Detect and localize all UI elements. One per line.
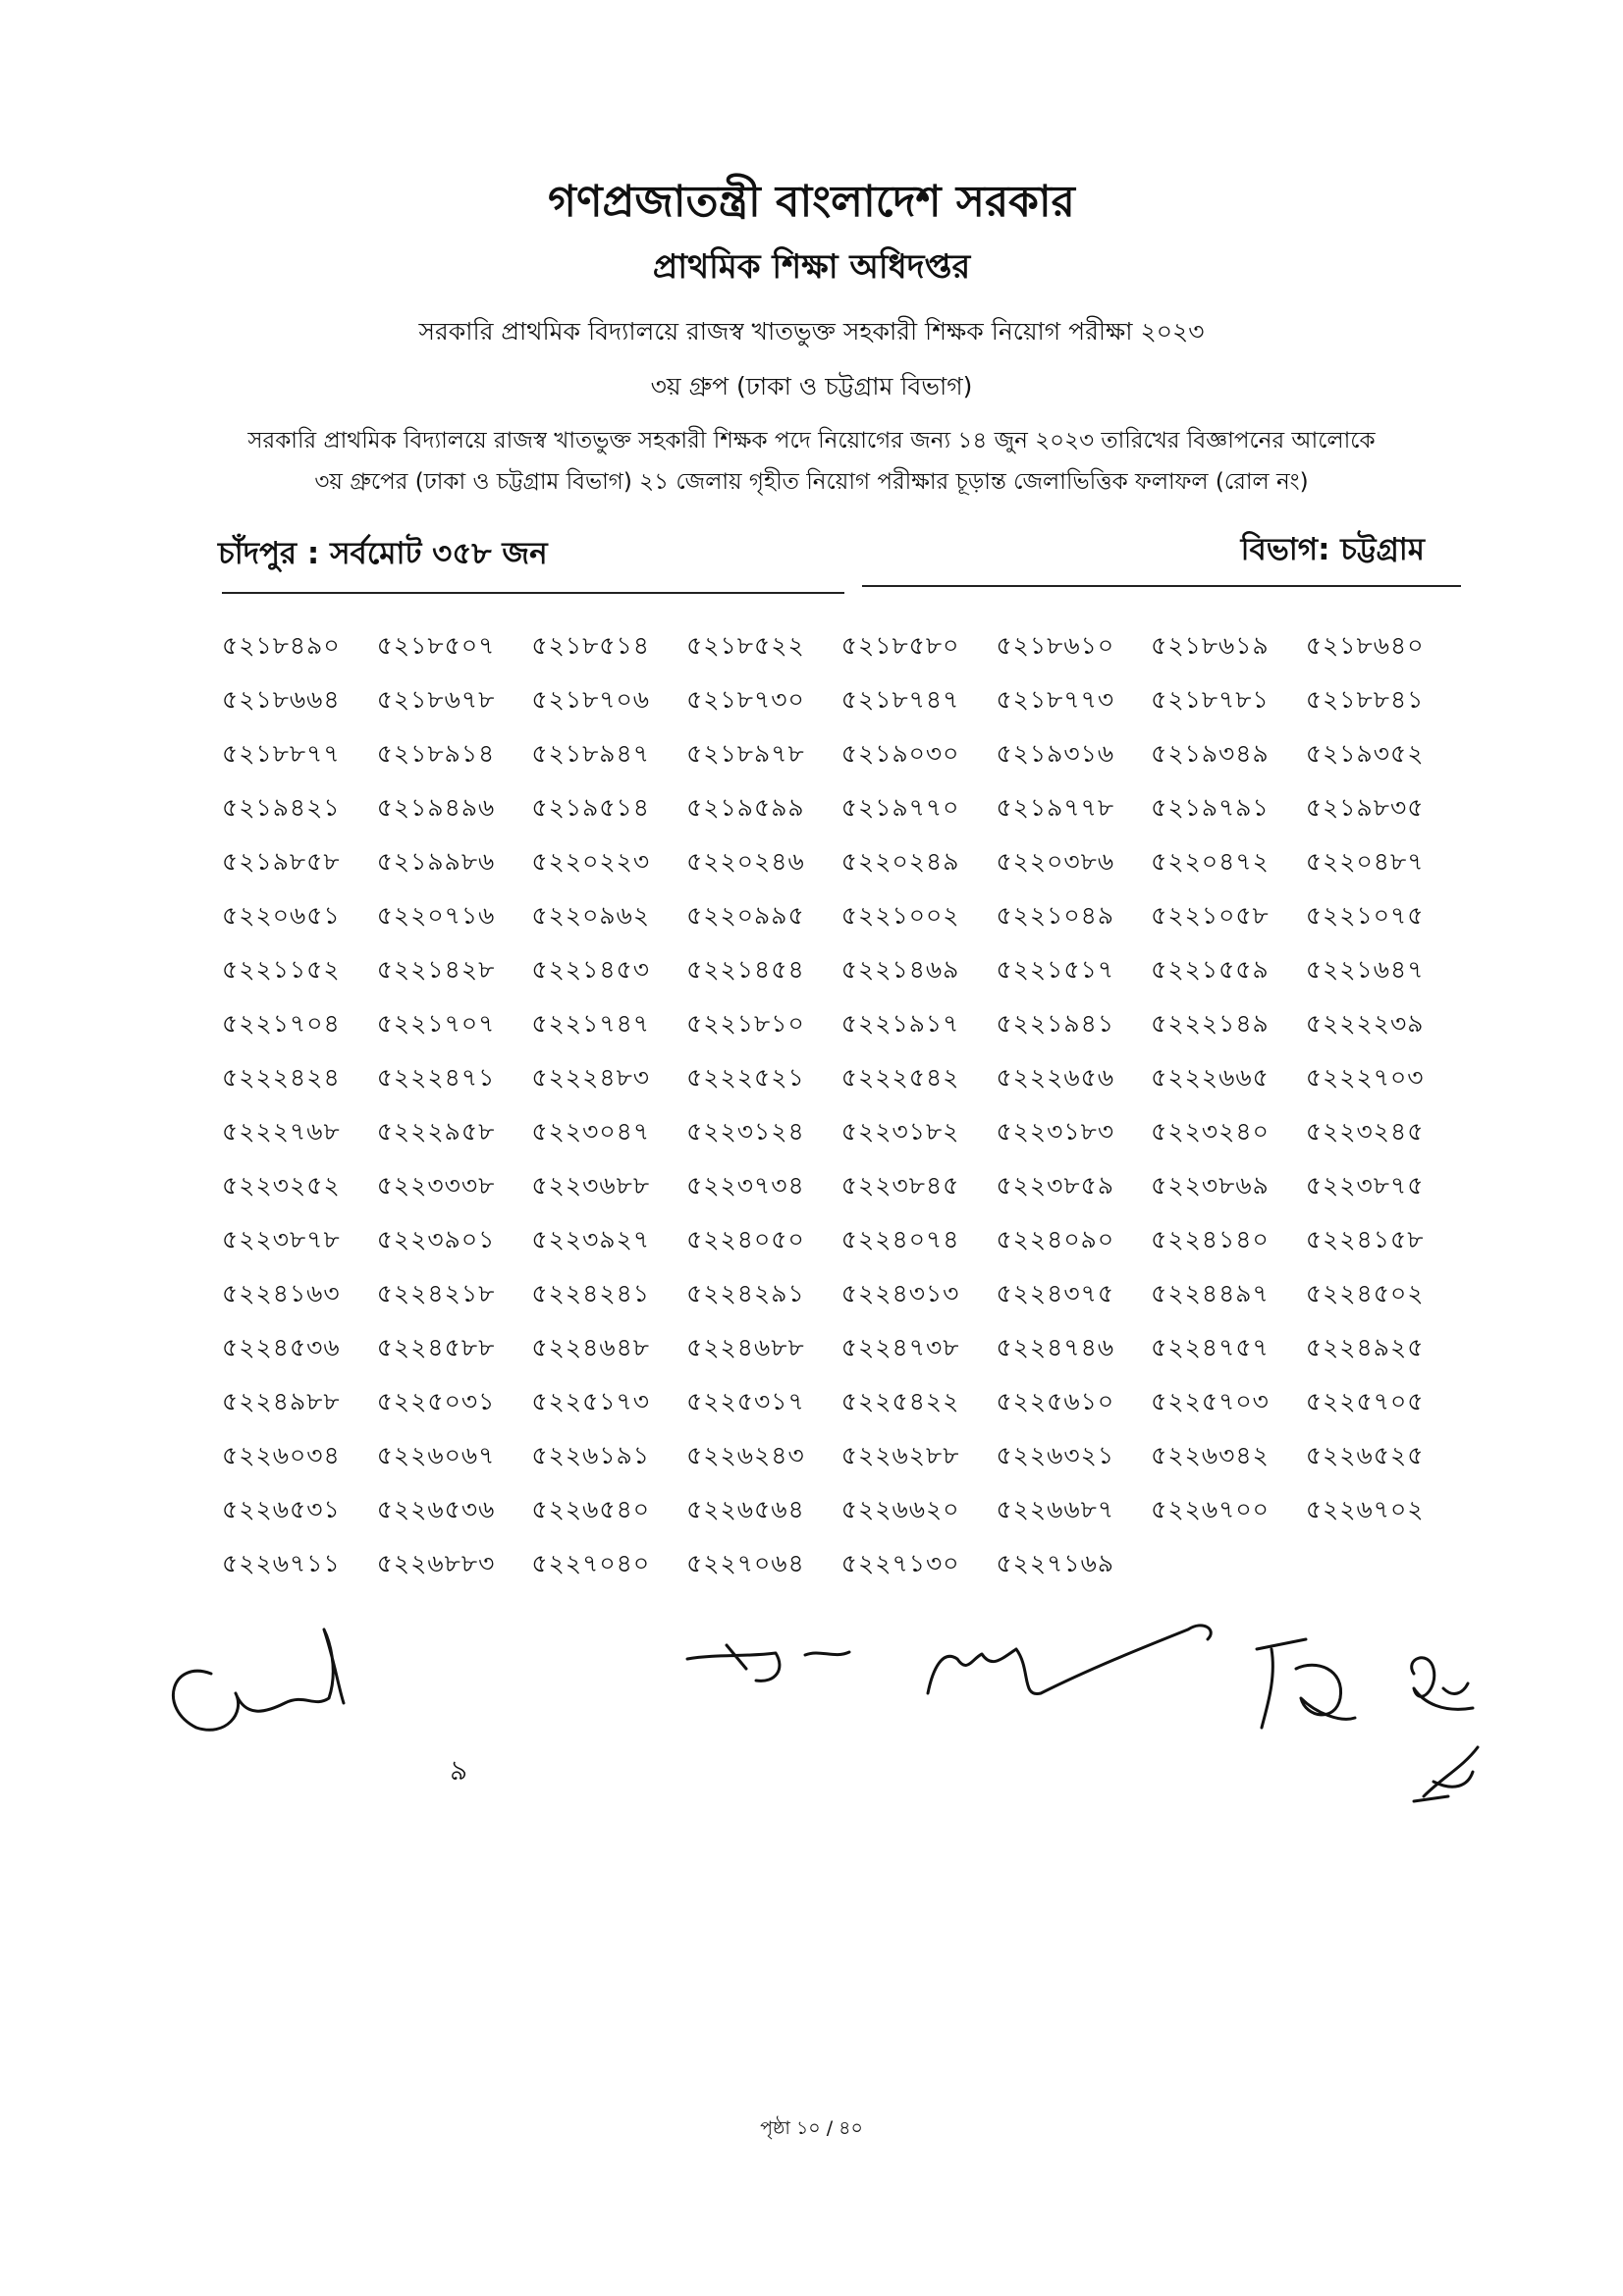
roll-number: ৫২২৪৩৭৫ bbox=[996, 1279, 1115, 1308]
roll-number: ৫২২৫০৩১ bbox=[376, 1387, 496, 1415]
roll-number: ৫২১৮৯১৪ bbox=[376, 739, 496, 768]
roll-number: ৫২২৬২৪৩ bbox=[686, 1441, 805, 1469]
roll-number: ৫২২৬৩২১ bbox=[996, 1441, 1115, 1469]
roll-number: ৫২২৪২১৮ bbox=[376, 1279, 496, 1308]
roll-number: ৫২১৮৭৮১ bbox=[1151, 685, 1270, 714]
roll-number: ৫২২৩২৫২ bbox=[222, 1171, 341, 1200]
roll-number: ৫২২৪১৬৩ bbox=[222, 1279, 341, 1308]
roll-number: ৫২২১৯৪১ bbox=[996, 1009, 1115, 1038]
roll-number: ৫২২১৮১০ bbox=[686, 1009, 805, 1038]
roll-number: ৫২২২৪২৪ bbox=[222, 1063, 341, 1092]
roll-number: ৫২১৮৮৪১ bbox=[1305, 685, 1425, 714]
roll-number: ৫২১৯৩১৬ bbox=[996, 739, 1115, 768]
directorate-title: প্রাথমিক শিক্ষা অধিদপ্তর bbox=[652, 247, 971, 287]
roll-number: ৫২১৯৮৩৫ bbox=[1305, 793, 1425, 822]
roll-number: ৫২১৯৫৯৯ bbox=[686, 793, 805, 822]
roll-number: ৫২২৫১৭৩ bbox=[531, 1387, 651, 1415]
roll-number: ৫২২০৩৮৬ bbox=[996, 847, 1115, 876]
roll-number: ৫২২১৫১৭ bbox=[996, 955, 1115, 984]
group-title: ৩য় গ্রুপ (ঢাকা ও চট্টগ্রাম বিভাগ) bbox=[650, 372, 973, 400]
roll-number: ৫২১৯৩৫২ bbox=[1305, 739, 1425, 768]
roll-number: ৫২২১৯১৭ bbox=[840, 1009, 960, 1038]
roll-number: ৫২২১৫৫৯ bbox=[1151, 955, 1270, 984]
roll-number: ৫২২০৯৯৫ bbox=[686, 901, 805, 930]
roll-number: ৫২২২৪৭১ bbox=[376, 1063, 496, 1092]
roll-number: ৫২২৩১২৪ bbox=[686, 1117, 805, 1146]
roll-number: ৫২২৪৯২৫ bbox=[1305, 1333, 1425, 1362]
roll-number: ৫২২৪৭৩৮ bbox=[840, 1333, 960, 1362]
description bbox=[0, 420, 1623, 503]
roll-number: ৫২২০৭১৬ bbox=[376, 901, 496, 930]
signature-5 bbox=[1412, 1658, 1473, 1710]
roll-number: ৫২২৩৮৫৯ bbox=[996, 1171, 1115, 1200]
roll-number: ৫২১৮৫২২ bbox=[686, 631, 805, 660]
roll-number: ৫২২৫৬১০ bbox=[996, 1387, 1115, 1415]
signature-6 bbox=[1414, 1747, 1478, 1801]
roll-number: ৫২১৮৬৭৮ bbox=[376, 685, 496, 714]
roll-number: ৫২২৪২৪১ bbox=[531, 1279, 651, 1308]
roll-number: ৫২২৪৬৮৮ bbox=[686, 1333, 805, 1362]
district-label: চাঁদপুর : সর্বমোট ৩৫৮ জন bbox=[218, 536, 548, 571]
roll-number: ৫২২৩২৪৫ bbox=[1305, 1117, 1425, 1146]
division-label: বিভাগ: চট্টগ্রাম bbox=[1240, 532, 1425, 567]
roll-number: ৫২২৬১৯১ bbox=[531, 1441, 651, 1469]
roll-number: ৫২১৮৬৬৪ bbox=[222, 685, 341, 714]
roll-number: ৫২২১৪৬৯ bbox=[840, 955, 960, 984]
roll-number: ৫২২১৬৪৭ bbox=[1305, 955, 1425, 984]
roll-number: ৫২১৯০৩০ bbox=[840, 739, 960, 768]
roll-number: ৫২১৯৪৯৬ bbox=[376, 793, 496, 822]
roll-number: ৫২১৮৫১৪ bbox=[531, 631, 650, 660]
description-line-2: ৩য় গ্রুপের (ঢাকা ও চট্টগ্রাম বিভাগ) ২১ জেলায় গৃহীত নিয়োগ পরীক্ষার চূড়ান্ত জেলাভিত্তিক ফলাফল (রোল নং) bbox=[314, 469, 1309, 495]
roll-number: ৫২১৯৫১৪ bbox=[531, 793, 650, 822]
division-underline bbox=[862, 585, 1461, 587]
roll-number: ৫২২৩১৮৩ bbox=[996, 1117, 1115, 1146]
roll-number: ৫২২৩৩৩৮ bbox=[376, 1171, 496, 1200]
roll-number: ৫২১৮৯৭৮ bbox=[686, 739, 805, 768]
roll-number: ৫২২৪৯৮৮ bbox=[222, 1387, 341, 1415]
roll-number: ৫২২১০৫৮ bbox=[1151, 901, 1270, 930]
roll-number: ৫২২২৬৬৫ bbox=[1151, 1063, 1270, 1092]
roll-number: ৫২১৮৭৩০ bbox=[686, 685, 805, 714]
roll-number: ৫২২৬৬৮৭ bbox=[996, 1495, 1115, 1523]
roll-number: ৫২২৬০৩৪ bbox=[222, 1441, 341, 1469]
roll-number: ৫২২৭০৬৪ bbox=[686, 1549, 805, 1577]
roll-number: ৫২২৬০৬৭ bbox=[376, 1441, 496, 1469]
roll-number: ৫২১৮৬১৯ bbox=[1151, 631, 1270, 660]
exam-title: সরকারি প্রাথমিক বিদ্যালয়ে রাজস্ব খাতভুক্ত সহকারী শিক্ষক নিয়োগ পরীক্ষা ২০২৩ bbox=[418, 317, 1205, 346]
roll-number: ৫২২৬৬২০ bbox=[840, 1495, 960, 1523]
roll-number: ৫২২৬৫৩৬ bbox=[376, 1495, 496, 1523]
roll-number: ৫২২৪৫৩৬ bbox=[222, 1333, 341, 1362]
roll-number: ৫২২৬৫৪০ bbox=[531, 1495, 651, 1523]
roll-number: ৫২২২৭৬৮ bbox=[222, 1117, 341, 1146]
roll-number: ৫২২৩৯০১ bbox=[376, 1225, 496, 1254]
roll-number: ৫২২৩৮৭৮ bbox=[222, 1225, 341, 1254]
government-title: গণপ্রজাতন্ত্রী বাংলাদেশ সরকার bbox=[548, 177, 1075, 227]
roll-number: ৫২২৪২৯১ bbox=[686, 1279, 805, 1308]
roll-number: ৫২২৬৫৩১ bbox=[222, 1495, 341, 1523]
roll-number: ৫২২৫৭০৩ bbox=[1151, 1387, 1270, 1415]
roll-number: ৫২২০২৪৬ bbox=[686, 847, 805, 876]
roll-number: ৫২২৩৮৪৫ bbox=[840, 1171, 960, 1200]
roll-number: ৫২১৯৯৮৬ bbox=[376, 847, 496, 876]
roll-number: ৫২১৮৫০৭ bbox=[376, 631, 496, 660]
roll-number: ৫২১৯৭৭০ bbox=[840, 793, 960, 822]
roll-number: ৫২২৪৪৯৭ bbox=[1151, 1279, 1270, 1308]
roll-number: ৫২২৩২৪০ bbox=[1151, 1117, 1270, 1146]
roll-number: ৫২২১৪২৮ bbox=[376, 955, 496, 984]
roll-number: ৫২১৮৯৪৭ bbox=[531, 739, 650, 768]
roll-number: ৫২২৭১৬৯ bbox=[996, 1549, 1115, 1577]
roll-number: ৫২২০৪৮৭ bbox=[1305, 847, 1425, 876]
handwritten-mark: ৯ bbox=[450, 1754, 468, 1787]
roll-number: ৫২২৬৭০২ bbox=[1305, 1495, 1425, 1523]
signature-4 bbox=[1257, 1639, 1355, 1728]
roll-number: ৫২২১৭৪৭ bbox=[531, 1009, 651, 1038]
roll-number: ৫২২০২২৩ bbox=[531, 847, 651, 876]
roll-number: ৫২২৬৫২৫ bbox=[1305, 1441, 1425, 1469]
roll-number: ৫২২৪১৫৮ bbox=[1305, 1225, 1425, 1254]
roll-number: ৫২২৪৬৪৮ bbox=[531, 1333, 651, 1362]
roll-number: ৫২২৪০৫০ bbox=[686, 1225, 805, 1254]
roll-number-grid bbox=[222, 626, 1461, 1598]
roll-number: ৫২২৫৪২২ bbox=[840, 1387, 960, 1415]
roll-number: ৫২২৩৮৭৫ bbox=[1305, 1171, 1425, 1200]
roll-number: ৫২২১০৭৫ bbox=[1305, 901, 1425, 930]
roll-number: ৫২২৪০৭৪ bbox=[840, 1225, 960, 1254]
district-underline bbox=[222, 592, 844, 594]
roll-number: ৫২২০২৪৯ bbox=[840, 847, 960, 876]
roll-number: ৫২২২৭০৩ bbox=[1305, 1063, 1425, 1092]
roll-number: ৫২২১১৫২ bbox=[222, 955, 341, 984]
roll-number: ৫২১৯৩৪৯ bbox=[1151, 739, 1270, 768]
roll-number: ৫২২২২৩৯ bbox=[1305, 1009, 1425, 1038]
roll-number: ৫২২৪১৪০ bbox=[1151, 1225, 1270, 1254]
roll-number: ৫২২০৬৫১ bbox=[222, 901, 341, 930]
roll-number: ৫২২৪৫৮৮ bbox=[376, 1333, 496, 1362]
roll-number: ৫২২৪৭৪৬ bbox=[996, 1333, 1115, 1362]
roll-number: ৫২২৩১৮২ bbox=[840, 1117, 960, 1146]
roll-number: ৫২২৭০৪০ bbox=[531, 1549, 651, 1577]
roll-number: ৫২২১০০২ bbox=[840, 901, 960, 930]
description-line-1: সরকারি প্রাথমিক বিদ্যালয়ে রাজস্ব খাতভুক্ত সহকারী শিক্ষক পদে নিয়োগের জন্য ১৪ জুন ২০২৩ তারিখের বিজ্ঞাপনের আলোকে bbox=[247, 428, 1376, 454]
roll-number: ৫২২২৫৪২ bbox=[840, 1063, 960, 1092]
roll-number: ৫২২৬২৮৮ bbox=[840, 1441, 960, 1469]
roll-number: ৫২২৩৭৩৪ bbox=[686, 1171, 805, 1200]
roll-number: ৫২১৯৭৯১ bbox=[1151, 793, 1270, 822]
roll-number: ৫২২৪০৯০ bbox=[996, 1225, 1115, 1254]
roll-number: ৫২২৬৫৬৪ bbox=[686, 1495, 805, 1523]
roll-number: ৫২১৮৬১০ bbox=[996, 631, 1115, 660]
roll-number: ৫২২৪৫০২ bbox=[1305, 1279, 1425, 1308]
signature-1 bbox=[173, 1629, 344, 1730]
roll-number: ৫২১৯৪২১ bbox=[222, 793, 341, 822]
roll-number: ৫২২২৪৮৩ bbox=[531, 1063, 651, 1092]
page-footer: পৃষ্ঠা ১০ / ৪০ bbox=[760, 2117, 863, 2139]
roll-number: ৫২২৭১৩০ bbox=[840, 1549, 960, 1577]
roll-number: ৫২২২১৪৯ bbox=[1151, 1009, 1270, 1038]
roll-number: ৫২১৮৫৮০ bbox=[840, 631, 960, 660]
roll-number: ৫২২৬৩৪২ bbox=[1151, 1441, 1270, 1469]
roll-number: ৫২২৩৯২৭ bbox=[531, 1225, 651, 1254]
roll-number: ৫২২২৬৫৬ bbox=[996, 1063, 1115, 1092]
roll-number: ৫২১৯৮৫৮ bbox=[222, 847, 341, 876]
roll-number: ৫২২৪৭৫৭ bbox=[1151, 1333, 1270, 1362]
roll-number: ৫২২১৪৫৩ bbox=[531, 955, 651, 984]
roll-number: ৫২২৬৭০০ bbox=[1151, 1495, 1270, 1523]
roll-number: ৫২১৮৭৭৩ bbox=[996, 685, 1115, 714]
roll-number: ৫২২৩০৪৭ bbox=[531, 1117, 651, 1146]
roll-number: ৫২২২৫২১ bbox=[686, 1063, 805, 1092]
roll-number: ৫২২৬৮৮৩ bbox=[376, 1549, 496, 1577]
signature-2 bbox=[687, 1645, 849, 1681]
roll-number: ৫২২০৯৬২ bbox=[531, 901, 651, 930]
roll-number: ৫২১৮৭৪৭ bbox=[840, 685, 960, 714]
roll-number: ৫২২৬৭১১ bbox=[222, 1549, 341, 1577]
roll-number: ৫২২৩৬৮৮ bbox=[531, 1171, 651, 1200]
roll-number: ৫২২১৪৫৪ bbox=[686, 955, 805, 984]
roll-number: ৫২২১৭০৪ bbox=[222, 1009, 341, 1038]
roll-number: ৫২২১০৪৯ bbox=[996, 901, 1115, 930]
roll-number: ৫২২০৪৭২ bbox=[1151, 847, 1270, 876]
signature-3 bbox=[928, 1626, 1211, 1694]
roll-number: ৫২১৮৪৯০ bbox=[222, 631, 341, 660]
roll-number: ৫২২২৯৫৮ bbox=[376, 1117, 496, 1146]
roll-number: ৫২২৪৩১৩ bbox=[840, 1279, 960, 1308]
roll-number: ৫২২৫৩১৭ bbox=[686, 1387, 805, 1415]
roll-number: ৫২২৩৮৬৯ bbox=[1151, 1171, 1270, 1200]
roll-number: ৫২১৮৭০৬ bbox=[531, 685, 651, 714]
roll-number: ৫২১৮৬৪০ bbox=[1305, 631, 1425, 660]
roll-number: ৫২১৯৭৭৮ bbox=[996, 793, 1115, 822]
roll-number: ৫২২১৭০৭ bbox=[376, 1009, 496, 1038]
roll-number: ৫২১৮৮৭৭ bbox=[222, 739, 341, 768]
roll-number: ৫২২৫৭০৫ bbox=[1305, 1387, 1425, 1415]
